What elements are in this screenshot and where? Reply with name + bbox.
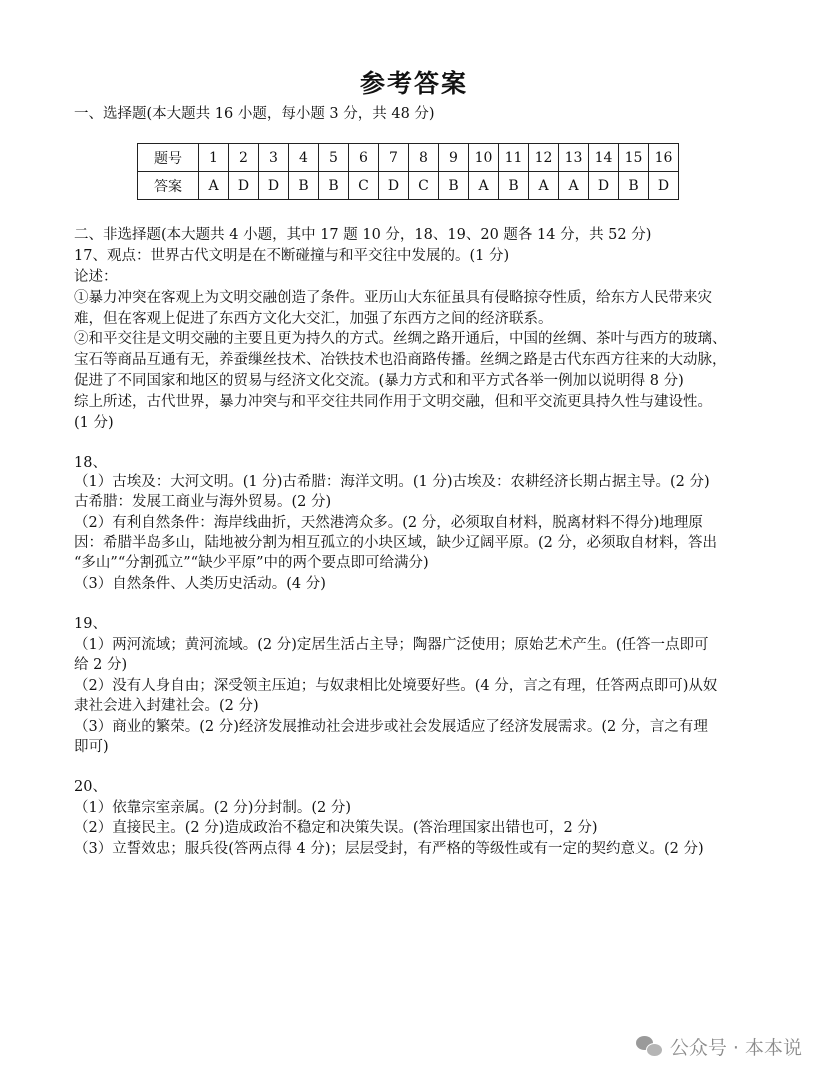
table-cell-number: 12: [529, 144, 559, 172]
q17-line: 17、观点：世界古代文明是在不断碰撞与和平交往中发展的。(1 分): [74, 248, 510, 264]
table-cell-answer: A: [199, 172, 229, 200]
table-cell-answer: A: [469, 172, 499, 200]
table-cell-number: 11: [499, 144, 529, 172]
table-cell-answer: D: [379, 172, 409, 200]
q19-line: 即可): [74, 739, 109, 755]
q18-line: （3）自然条件、人类历史活动。(4 分): [74, 576, 326, 592]
q20-line: （3）立誓效忠；服兵役(答两点得 4 分)；层层受封，有严格的等级性或有一定的契约意义。(2 分): [74, 841, 704, 857]
table-header-answer: 答案: [138, 172, 199, 200]
q20-line: （1）依靠宗室亲属。(2 分)分封制。(2 分): [74, 800, 352, 816]
q19-line: （3）商业的繁荣。(2 分)经济发展推动社会进步或社会发展适应了经济发展需求。(2 分，言之有理: [74, 719, 708, 735]
table-cell-answer: D: [259, 172, 289, 200]
table-cell-number: 13: [559, 144, 589, 172]
table-cell-number: 2: [229, 144, 259, 172]
answer-table: [137, 143, 679, 200]
watermark-text: 公众号 · 本本说: [669, 1037, 802, 1059]
table-cell-number: 15: [619, 144, 649, 172]
q19-line: 给 2 分): [74, 657, 128, 673]
table-cell-answer: D: [649, 172, 679, 200]
table-cell-number: 6: [349, 144, 379, 172]
watermark: [636, 1033, 802, 1060]
q17-line: 综上所述，古代世界，暴力冲突与和平交往共同作用于文明交融，但和平交流更具持久性与建设性。: [74, 394, 712, 410]
table-cell-number: 14: [589, 144, 619, 172]
q17-line: 难，但在客观上促进了东西方文化大交汇，加强了东西方之间的经济联系。: [74, 311, 553, 327]
table-cell-answer: B: [289, 172, 319, 200]
page-title: 参考答案: [359, 69, 468, 98]
table-cell-number: 4: [289, 144, 319, 172]
table-header-number: 题号: [138, 144, 199, 172]
q17-line: ②和平交往是文明交融的主要且更为持久的方式。丝绸之路开通后，中国的丝绸、茶叶与西方的玻璃、: [74, 331, 727, 347]
table-cell-number: 16: [649, 144, 679, 172]
table-cell-number: 3: [259, 144, 289, 172]
table-cell-number: 5: [319, 144, 349, 172]
table-row-numbers: [138, 144, 679, 172]
table-cell-answer: A: [559, 172, 589, 200]
table-cell-number: 10: [469, 144, 499, 172]
table-cell-answer: B: [619, 172, 649, 200]
q18-line: （1）古埃及：大河文明。(1 分)古希腊：海洋文明。(1 分)古埃及：农耕经济长期占据主导。(2 分): [74, 474, 710, 490]
q17-line: 论述：: [74, 269, 118, 285]
table-cell-answer: C: [349, 172, 379, 200]
q19-line: 隶社会进入封建社会。(2 分): [74, 698, 259, 714]
table-cell-number: 8: [409, 144, 439, 172]
table-row-answers: [138, 172, 679, 200]
q18-line: 古希腊：发展工商业与海外贸易。(2 分): [74, 494, 332, 510]
q17-line: 促进了不同国家和地区的贸易与经济文化交流。(暴力方式和和平方式各举一例加以说明得 8 分): [74, 373, 684, 389]
q17-line: ①暴力冲突在客观上为文明交融创造了条件。亚历山大东征虽具有侵略掠夺性质，给东方人民带来灾: [74, 290, 712, 306]
q17-line: (1 分): [74, 415, 114, 431]
q18-line: “多山”“分割孤立”“缺少平原”中的两个要点即可给满分): [74, 555, 429, 571]
q18-line: 18、: [74, 455, 107, 471]
section1-heading: 一、选择题(本大题共 16 小题，每小题 3 分，共 48 分): [74, 106, 435, 122]
table-cell-number: 9: [439, 144, 469, 172]
table-cell-answer: A: [529, 172, 559, 200]
table-cell-answer: B: [499, 172, 529, 200]
q19-line: （2）没有人身自由；深受领主压迫；与奴隶相比处境要好些。(4 分，言之有理，任答两点即可)从奴: [74, 678, 718, 694]
table-cell-answer: B: [319, 172, 349, 200]
q20-line: 20、: [74, 779, 107, 795]
q18-line: （2）有利自然条件：海岸线曲折，天然港湾众多。(2 分，必须取自材料，脱离材料不得分)地理原: [74, 515, 703, 531]
table-cell-number: 1: [199, 144, 229, 172]
table-cell-answer: B: [439, 172, 469, 200]
q19-line: 19、: [74, 616, 107, 632]
q18-line: 因：希腊半岛多山，陆地被分割为相互孤立的小块区域，缺少辽阔平原。(2 分，必须取自材料，答出: [74, 535, 717, 551]
q19-line: （1）两河流域；黄河流域。(2 分)定居生活占主导；陶器广泛使用；原始艺术产生。(任答一点即可: [74, 637, 709, 653]
section2-heading: 二、非选择题(本大题共 4 小题，其中 17 题 10 分，18、19、20 题各 14 分，共 52 分): [74, 227, 652, 243]
table-cell-number: 7: [379, 144, 409, 172]
table-cell-answer: D: [589, 172, 619, 200]
q17-line: 宝石等商品互通有无，养蚕缫丝技术、冶铁技术也沿商路传播。丝绸之路是古代东西方往来的大动脉，: [74, 352, 727, 368]
table-cell-answer: C: [409, 172, 439, 200]
table-cell-answer: D: [229, 172, 259, 200]
wechat-icon: [636, 1036, 662, 1058]
q20-line: （2）直接民主。(2 分)造成政治不稳定和决策失误。(答治理国家出错也可，2 分): [74, 820, 598, 836]
